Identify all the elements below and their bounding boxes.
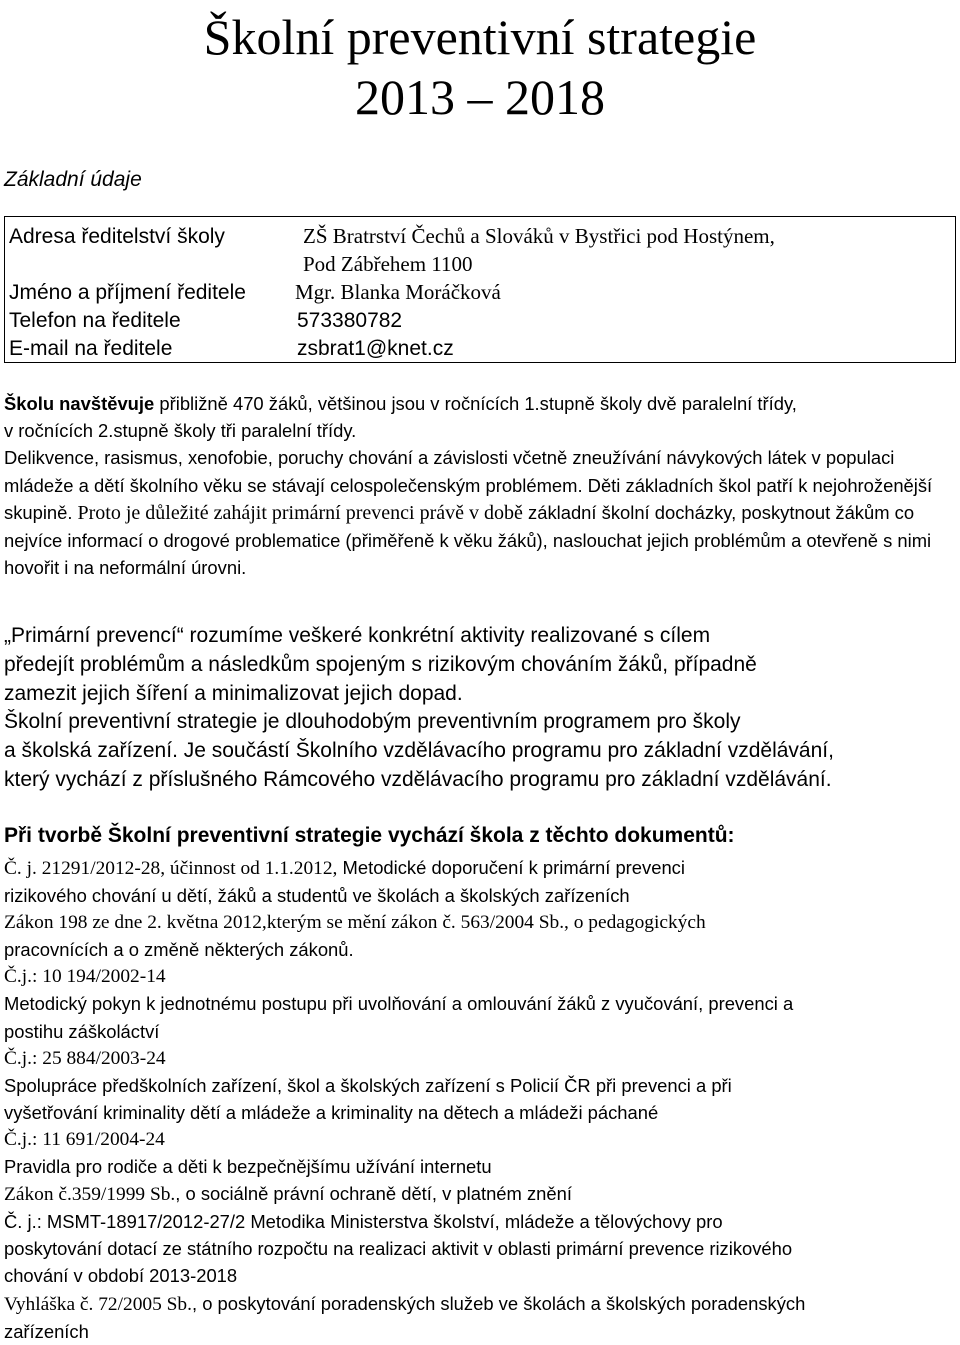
doc-5-title: Pravidla pro rodiče a děti k bezpečnějšímu užívání internetu <box>4 1156 492 1178</box>
doc-3-title-cont: postihu záškoláctví <box>4 1020 160 1042</box>
doc-5-ref: Č.j.: 11 691/2004-24 <box>4 1128 165 1150</box>
doc-8-cont: zařízeních <box>4 1320 89 1342</box>
quote-line-5: a školská zařízení. Je součástí Školního vzdělávacího programu pro základní vzdělávání, <box>4 739 834 763</box>
intro-paragraph-1 <box>4 390 949 417</box>
quote-line-3: zamezit jejich šíření a minimalizovat jejich dopad. <box>4 681 463 705</box>
doc-4-title: Spolupráce předškolních zařízení, škol a školských zařízení s Policií ČR při prevenci a při <box>4 1074 732 1096</box>
info-table <box>4 216 956 363</box>
quote-line-6: který vychází z příslušného Rámcového vzdělávacího programu pro základní vzdělávání. <box>4 767 832 791</box>
intro-paragraph-3: základní školní docházky, poskytnout žákům co nejvíce informací o drogové problematice (přiměřeně k věku žáků), naslouchat jejich problémům a otevřeně s nimi hovořit i na neformální úrovni. <box>4 501 932 579</box>
doc-2-title: , o pedagogických <box>564 912 706 934</box>
intro-line1-rest: přibližně 470 žáků, většinou jsou v ročnících 1.stupně školy dvě paralelní třídy, <box>154 393 797 414</box>
quote-line-1: „Primární prevencí“ rozumíme veškeré konkrétní aktivity realizované s cílem <box>4 624 711 647</box>
doc-8 <box>4 1290 949 1318</box>
doc-7-cont-2: chování v období 2013-2018 <box>4 1265 238 1287</box>
doc-1-title: Metodické doporučení k primární prevenci <box>337 857 685 878</box>
doc-4-ref: Č.j.: 25 884/2003-24 <box>4 1047 166 1069</box>
doc-3-ref: Č.j.: 10 194/2002-14 <box>4 966 166 988</box>
intro-paragraph-2-text: Delikvence, rasismus, xenofobie, poruchy chování a závislosti včetně zneužívání návykových látek v populaci mládeže a dětí školního věku se stávají celospolečenským problémem. Děti základních škol patří k nejohroženější skupině. <box>4 447 933 523</box>
intro-paragraph-2-serif: Proto je důležité zahájit primární prevenci právě v době <box>72 501 523 524</box>
doc-1-title-cont: rizikového chování u dětí, žáků a studentů ve školách a školských zařízeních <box>4 885 630 907</box>
address-value-line2: Pod Zábřehem 1100 <box>303 252 473 276</box>
prevention-definition <box>4 622 949 795</box>
name-value: Mgr. Blanka Moráčková <box>295 280 501 304</box>
doc-8-ref: Vyhláška č. 72/2005 Sb. <box>4 1293 192 1315</box>
intro-bold-start: Školu navštěvuje <box>4 393 155 414</box>
email-value: zsbrat1@knet.cz <box>297 337 454 360</box>
page-title: Školní preventivní strategie <box>203 9 757 65</box>
doc-3-title: Metodický pokyn k jednotnému postupu při uvolňování a omlouvání žáků z vyučování, prevenci a <box>4 993 794 1015</box>
address-label: Adresa ředitelství školy <box>9 225 225 248</box>
documents-list <box>4 854 949 1345</box>
doc-1-ref: Č. j. 21291/2012-28, účinnost od 1.1.2012, <box>4 858 338 879</box>
doc-6 <box>4 1180 949 1208</box>
intro-paragraph-2 <box>4 444 949 581</box>
phone-label: Telefon na ředitele <box>9 309 181 332</box>
address-value-line1: ZŠ Bratrství Čechů a Slováků v Bystřici pod Hostýnem, <box>303 224 775 248</box>
doc-8-title: , o poskytování poradenských služeb ve školách a školských poradenských <box>191 1292 806 1314</box>
intro-line-2: v ročnících 2.stupně školy tři paralelní třídy. <box>4 420 357 442</box>
doc-7: Č. j.: MSMT-18917/2012-27/2 Metodika Ministerstva školství, mládeže a tělovýchovy pro <box>4 1211 723 1233</box>
name-label: Jméno a příjmení ředitele <box>9 281 246 304</box>
phone-value: 573380782 <box>297 309 403 332</box>
page-subtitle: 2013 – 2018 <box>355 69 605 125</box>
doc-7-cont: poskytování dotací ze státního rozpočtu na realizaci aktivit v oblasti primární prevence rizikového <box>4 1238 793 1260</box>
quote-line-2: předejít problémům a následkům spojeným s rizikovým chováním žáků, případně <box>4 652 757 676</box>
quote-line-4: Školní preventivní strategie je dlouhodobým preventivním programem pro školy <box>4 710 741 734</box>
section-heading-documents: Při tvorbě Školní preventivní strategie vychází škola z těchto dokumentů: <box>4 824 735 847</box>
doc-4-title-cont: vyšetřování kriminality dětí a mládeže a kriminality na dětech a mládeži páchané <box>4 1101 659 1123</box>
doc-1 <box>4 854 949 882</box>
section-heading-basic-info: Základní údaje <box>4 168 142 191</box>
email-label: E-mail na ředitele <box>9 337 173 360</box>
doc-2-ref: Zákon 198 ze dne 2. května 2012,kterým se mění zákon č. 563/2004 Sb. <box>4 912 565 934</box>
doc-2-title-cont: pracovnících a o změně některých zákonů. <box>4 939 354 961</box>
doc-6-title: , o sociálně právní ochraně dětí, v platném znění <box>175 1183 572 1205</box>
intro-text <box>4 390 949 581</box>
doc-6-ref: Zákon č.359/1999 Sb. <box>4 1184 176 1206</box>
doc-2 <box>4 909 949 936</box>
